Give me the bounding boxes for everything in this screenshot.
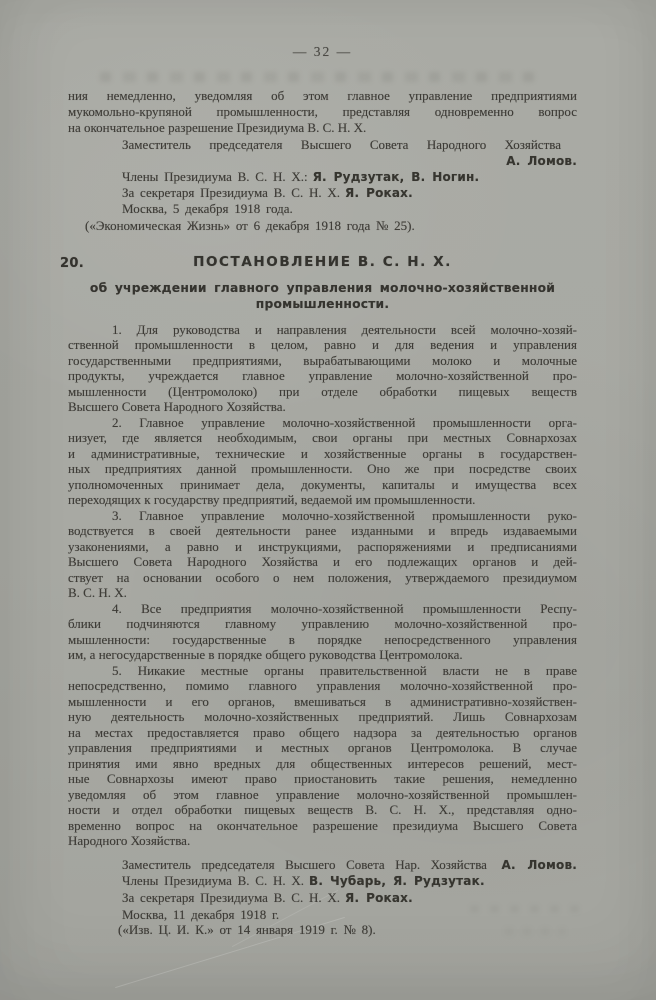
signatory-title-line — [68, 857, 577, 874]
members-names: В. Чубарь, Я. Рудзутак. — [308, 874, 485, 889]
paragraph-1 — [68, 322, 577, 415]
decree-heading — [60, 253, 577, 271]
deputy-chairman-name: А. Ломов. — [506, 153, 577, 168]
secretary-label: За секретаря Президиума В. С. Н. Х. — [122, 185, 340, 201]
previous-decree-paragraph — [68, 88, 577, 137]
page-content — [60, 0, 578, 938]
decree-body — [68, 322, 577, 849]
text-line: уполномоченных принимает дела, документы, капиталы и имущества всех — [68, 476, 577, 492]
text-line: временно вопрос на окончательное разрешение президиума Высшего Совета — [68, 817, 577, 833]
text-line: Высшего Совета Народного Хозяйства и его подлежащих органов и дей- — [68, 554, 577, 570]
deputy-chairman-name: А. Ломов. — [501, 857, 578, 872]
secretary-line — [68, 890, 577, 907]
decree-title: ПОСТАНОВЛЕНИЕ В. С. Н. Х. — [193, 253, 452, 270]
text-line: ствует на основании особого о нем положения, утверждаемого президиумом — [68, 569, 577, 585]
signatory-name-line — [68, 153, 577, 169]
members-names: Я. Рудзутак, В. Ногин. — [312, 170, 480, 185]
secretary-label: За секретаря Президиума В. С. Н. Х. — [122, 890, 340, 906]
secretary-name: Я. Роках. — [345, 186, 413, 201]
text-line: мукомольно-крупяной промышленности, представляя одновременно вопрос — [68, 104, 577, 120]
text-line: переходящих к государству предприятий, ведаемой им промышленности. — [68, 492, 476, 508]
decree-item-number: 20. — [60, 255, 84, 271]
decree-20 — [60, 253, 578, 938]
text-line: ности и отдел обработки пищевых веществ В. С. Н. Х., представляя одно- — [68, 802, 577, 818]
text-line: ных предприятиях данной промышленности. Оно же при посредстве своих — [68, 461, 577, 477]
text-line: узаконениями, а равно и инструкциями, распоряжениями и предписаниями — [68, 538, 577, 554]
text-line: и административные, технические и хозяйственные органы в государствен- — [68, 445, 577, 461]
text-line: ную деятельность молочно-хозяйственных предприятий. Лишь Совнархозам — [68, 709, 577, 725]
presidium-members-line — [68, 873, 577, 890]
text-line: об учреждении главного управления молочно-хозяйственной — [89, 280, 556, 295]
text-line: 4. Все предприятия молочно-хозяйственной промышленности Респу- — [112, 600, 577, 616]
text-line: 5. Никакие местные органы правительственной власти не в праве — [112, 662, 577, 678]
previous-decree-ending — [68, 88, 577, 234]
decree-signature-block — [68, 857, 577, 938]
publication-source-line: («Экономическая Жизнь» от 6 декабря 1918 года № 25). — [85, 217, 415, 233]
text-line: непосредственно, помимо главного управления молочно-хозяйственной про- — [68, 678, 577, 694]
text-line: продукты, учреждается главное управление молочно-хозяйственной про- — [68, 368, 577, 384]
secretary-line — [68, 185, 577, 201]
decree-subtitle — [68, 280, 577, 313]
text-line: мышленности: государственные в порядке непосредственного управления — [68, 631, 577, 647]
page-number: — 32 — — [292, 44, 353, 59]
members-label: Члены Президиума В. С. Н. Х.: — [122, 169, 308, 185]
secretary-name: Я. Роках. — [345, 891, 413, 906]
text-line: мышленности (Центромолоко) при отделе обработки пищевых веществ — [68, 383, 577, 399]
deputy-chairman-title: Заместитель председателя Высшего Совета Нар. Хозяйства — [122, 856, 487, 872]
text-line: 2. Главное управление молочно-хозяйственной промышленности орга- — [112, 414, 577, 430]
text-line: государственными предприятиями, вырабатывающими молоко и молочные — [68, 352, 577, 368]
text-line: низует, где является необходимым, свои органы при местных Совнархозах — [68, 430, 577, 446]
text-line: ственной промышленности в целом, равно и для ведения и управления — [68, 337, 577, 353]
text-line: принятия ими явно вредных для общественных интересов решений, мест- — [68, 755, 577, 771]
paragraph-5 — [68, 663, 577, 849]
text-line: на местах предоставляется право общего надзора за деятельностью органов — [68, 724, 577, 740]
text-line: на окончательное разрешение Президиума В. С. Н. Х. — [68, 120, 367, 136]
text-line: 1. Для руководства и направления деятельности всей молочно-хозяй- — [112, 321, 577, 337]
text-line: В. С. Н. Х. — [68, 585, 127, 601]
text-line: уведомляя об этом главное управление молочно-хозяйственной промышлен- — [68, 786, 577, 802]
paragraph-2 — [68, 415, 577, 508]
signatory-title: Заместитель председателя Высшего Совета Народного Хозяйства — [122, 136, 561, 152]
members-label: Члены Президиума В. С. Н. Х. — [122, 873, 304, 889]
paragraph-3 — [68, 508, 577, 601]
place-date-line: Москва, 5 декабря 1918 года. — [122, 201, 293, 217]
place-date-line: Москва, 11 декабря 1918 г. — [122, 906, 280, 922]
text-line: мышленности и его органов, вмешиваться в административно-хозяйствен- — [68, 693, 577, 709]
text-line: Высшего Совета Народного Хозяйства. — [68, 399, 286, 415]
publication-source-line: («Изв. Ц. И. К.» от 14 января 1919 г. № 8). — [118, 922, 376, 938]
text-line: управления предприятиями и местных органов Центромолока. В случае — [68, 740, 577, 756]
text-line: блики подчиняются главному управлению молочно-хозяйственной про- — [68, 616, 577, 632]
text-line: Народного Хозяйства. — [68, 833, 191, 849]
text-line: промышленности. — [255, 297, 390, 312]
presidium-members-line — [68, 169, 577, 185]
text-line: водствуется в своей деятельности ранее изданными и впредь издаваемыми — [68, 523, 577, 539]
text-line: ния немедленно, уведомляя об этом главное управление предприятиями — [68, 88, 577, 103]
text-line: им, а негосударственные в порядке общего руководства Центромолока. — [68, 647, 463, 663]
text-line: 3. Главное управление молочно-хозяйственной промышленности руко- — [112, 507, 577, 523]
paragraph-4 — [68, 601, 577, 663]
text-line: ные Совнархозы имеют право приостановить такие решения, немедленно — [68, 771, 577, 787]
